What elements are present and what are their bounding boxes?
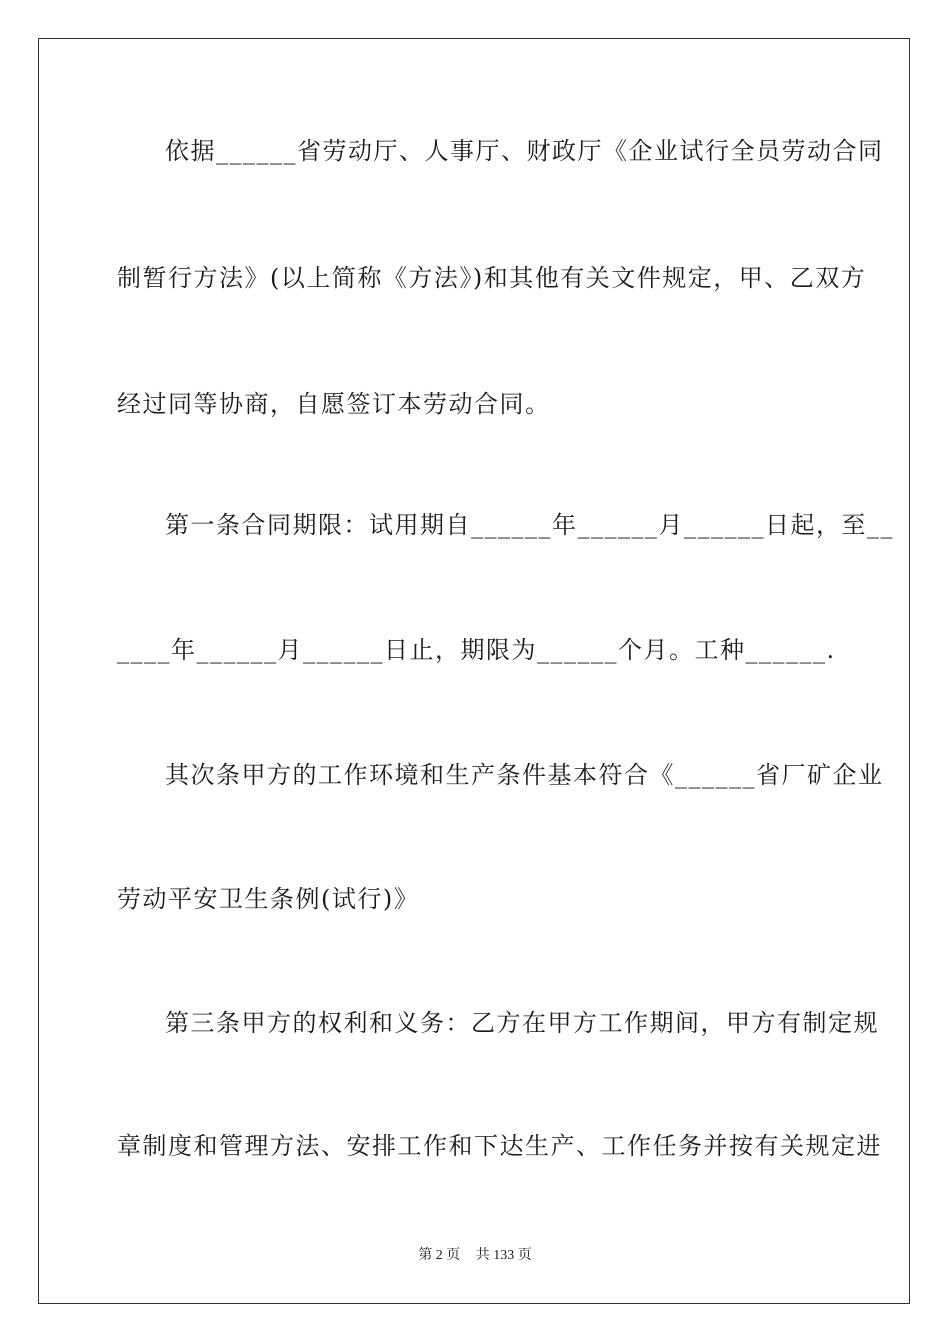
page-total: 共 133 页 <box>475 1248 532 1263</box>
paragraph-1-line-3: 经过同等协商，自愿签订本劳动合同。 <box>117 390 551 418</box>
article-3-line-2: 章制度和管理方法、安排工作和下达生产、工作任务并按有关规定进 <box>117 1132 882 1160</box>
page-number: 第 2 页 <box>418 1248 461 1263</box>
article-2-line-1: 其次条甲方的工作环境和生产条件基本符合《______省厂矿企业 <box>165 761 884 789</box>
page-footer <box>0 1246 950 1266</box>
article-2-line-2: 劳动平安卫生条例(试行)》 <box>117 885 420 913</box>
article-1-line-2: ____年______月______日止，期限为______个月。工种______. <box>117 636 836 664</box>
article-1-line-1: 第一条合同期限：试用期自______年______月______日起，至__ <box>165 511 894 539</box>
paragraph-1-line-2: 制暂行方法》(以上简称《方法》)和其他有关文件规定，甲、乙双方 <box>117 264 867 292</box>
paragraph-1-line-1: 依据______省劳动厅、人事厅、财政厅《企业试行全员劳动合同 <box>165 137 884 165</box>
article-3-line-1: 第三条甲方的权利和义务：乙方在甲方工作期间，甲方有制定规 <box>165 1009 879 1037</box>
page-border <box>38 38 910 1304</box>
